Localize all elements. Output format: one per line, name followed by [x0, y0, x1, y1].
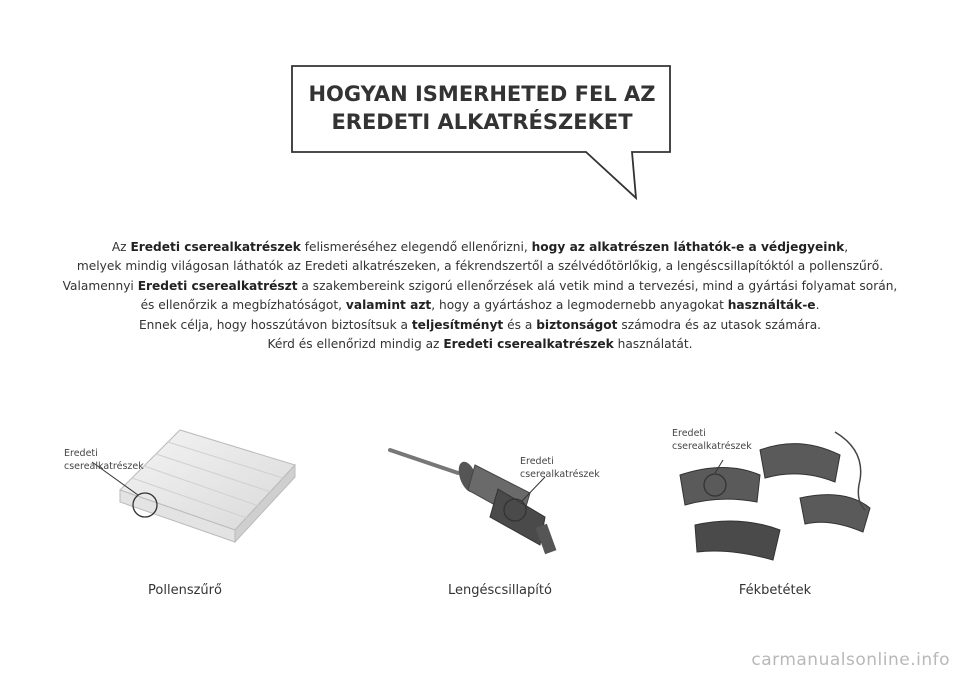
intro-text [40, 238, 920, 354]
title-line-2: EREDETI ALKATRÉSZEKET [331, 110, 633, 134]
intro-line-2: melyek mindig világosan láthatók az Eredeti alkatrészeken, a fékrendszertől a szélvédőtörlőkig, a lengéscsillapítóktól a pollenszűrő. [76, 259, 884, 274]
shock-callout: Eredeti cserealkatrészek [520, 456, 600, 480]
intro-line-3: Valamennyi Eredeti cserealkatrészt a szakembereink szigorú ellenőrzések alá vetik mind a tervezési, mind a gyártási folyamat során, [62, 278, 898, 293]
watermark: carmanualsonline.info [751, 650, 950, 670]
filter-callout: Eredeti cserealkatrészek [64, 448, 144, 472]
intro-line-6: Kérd és ellenőrizd mindig az Eredeti cserealkatrészek használatát. [267, 337, 693, 352]
pads-callout: Eredeti cserealkatrészek [672, 428, 752, 452]
caption-pollen-filter: Pollenszűrő [148, 583, 222, 598]
intro-line-1: Az Eredeti cserealkatrészek felismeréséhez elegendő ellenőrizni, hogy az alkatrészen láthatók-e a védjegyeink, [111, 240, 849, 254]
intro-line-4: és ellenőrzik a megbízhatóságot, valamint azt, hogy a gyártáshoz a legmodernebb anyagokat használták-e. [140, 298, 820, 313]
page-title [296, 80, 668, 136]
caption-brake-pads: Fékbetétek [738, 583, 812, 598]
caption-shock-absorber: Lengéscsillapító [448, 583, 552, 598]
title-line-1: HOGYAN ISMERHETED FEL AZ [308, 82, 656, 106]
intro-line-5: Ennek célja, hogy hosszútávon biztosítsuk a teljesítményt és a biztonságot számodra és az utasok számára. [138, 317, 822, 332]
pollen-filter-image [60, 420, 310, 560]
